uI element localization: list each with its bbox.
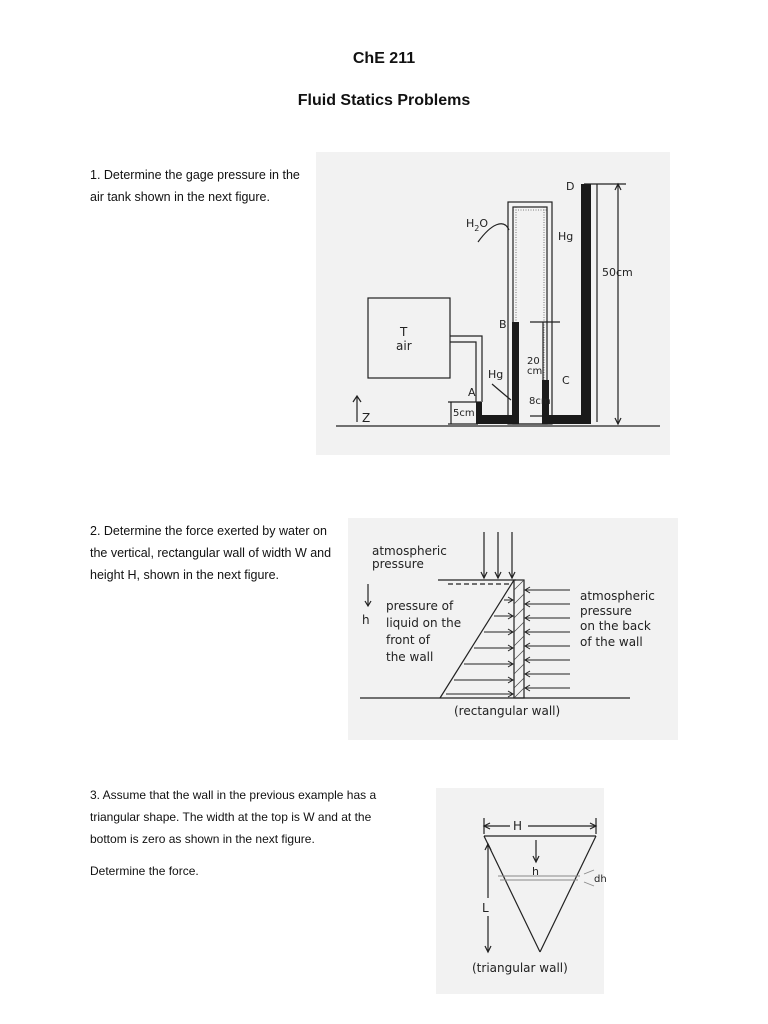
problem-2-text: 2. Determine the force exerted by water on the vertical, rectangular wall of width W and height H, shown in the next figure. [90,524,332,582]
dim-20: 20 [527,356,540,367]
atm-front-label-1: atmospheric [372,544,447,558]
triangular-wall-figure [436,788,607,994]
point-b-label: B [499,318,507,331]
liquid-label-1: pressure of [386,599,454,613]
atm-front-label-2: pressure [372,557,424,571]
width-h-label: H [513,819,523,833]
mercury-lower-label: Hg [488,368,504,381]
atm-back-label-4: of the wall [580,635,643,649]
liquid-label-2: liquid on the [386,616,462,630]
course-title: ChE 211 [352,50,416,67]
point-a-label: A [468,386,476,399]
liquid-label-4: the wall [386,650,434,664]
problem-3 [90,784,400,882]
manometer-figure [316,152,670,455]
atm-back-label-3: on the back [580,619,651,633]
atm-back-label-1: atmospheric [580,589,655,603]
dim-50cm: 50cm [602,266,633,279]
point-d-label: D [566,180,575,193]
mercury-upper-label: Hg [558,230,574,243]
tank-air-label: air [396,339,412,353]
problem-3-followup: Determine the force. [90,864,199,878]
dim-8cm: 8cm [529,396,551,407]
water-label: $H_2O$ [466,217,489,233]
page-title: Fluid Statics Problems [297,92,471,109]
depth-h-label: h [532,865,539,878]
axis-z-label: Z [362,411,371,425]
dim-5cm: 5cm [453,408,475,419]
liquid-label-3: front of [386,633,430,647]
problem-1-text: 1. Determine the gage pressure in the air tank shown in the next figure. [90,168,300,204]
length-l-label: L [482,901,489,915]
depth-h-label: h [362,613,370,627]
tri-wall-caption: (triangular wall) [472,961,568,975]
strip-dh-label: dh [594,874,607,885]
atm-back-label-2: pressure [580,604,632,618]
rectangular-wall-figure [348,518,678,740]
tank-label: T [400,325,408,339]
point-c-label: C [562,374,570,387]
rect-wall-caption: (rectangular wall) [454,704,561,718]
problem-3-text: 3. Assume that the wall in the previous example has a triangular shape. The width at the top is W and at the bottom is zero as shown in the next figure. [90,788,377,846]
dim-20-unit: cm [527,366,543,377]
